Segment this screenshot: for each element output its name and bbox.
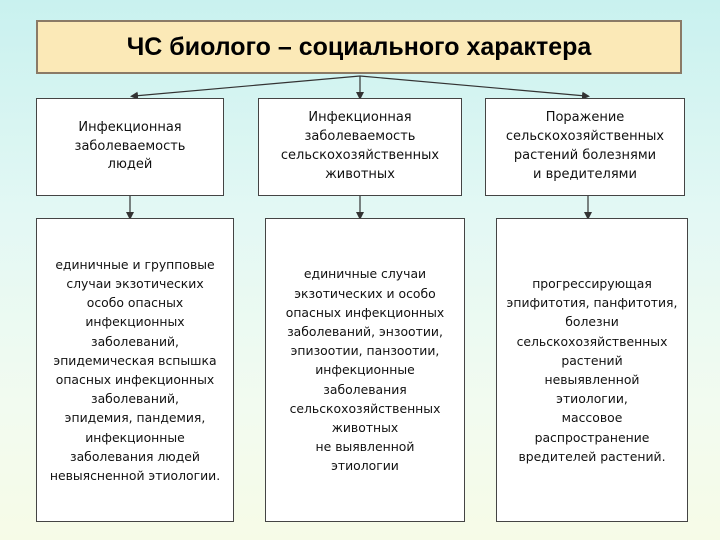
detail-box-2 (265, 218, 465, 522)
detail-box-1 (36, 218, 234, 522)
diagram-title: ЧС биолого – социального характера (126, 32, 592, 61)
heading-text-3: Поражение сельскохозяйственных растений болезнями и вредителями (505, 110, 665, 182)
title-to-heading-arrows (134, 76, 586, 96)
heading-to-detail-arrows (130, 196, 588, 216)
heading-box-3 (485, 98, 685, 196)
heading-box-1 (36, 98, 224, 196)
detail-text-1: единичные и групповые случаи экзотических особо опасных инфекционных заболеваний, эпидемическая вспышка опасных инфекционных заболеваний, эпидемия, пандемия, инфекционные заболевания людей невыясненной этиологии. (49, 256, 221, 484)
arrow-to-heading-3 (360, 76, 586, 96)
detail-text-3: прогрессирующая эпифитотия, панфитотия, болезни сельскохозяйственных растений невыявленной этиологии, массовое распространение вредителей растений. (506, 275, 678, 464)
heading-text-1: Инфекционная заболеваемость людей (74, 119, 186, 173)
arrow-to-heading-1 (134, 76, 360, 96)
detail-box-3 (496, 218, 688, 522)
heading-box-2 (258, 98, 462, 196)
heading-text-2: Инфекционная заболеваемость сельскохозяйственных животных (280, 110, 440, 182)
detail-text-2: единичные случаи экзотических и особо опасных инфекционных заболеваний, энзоотии, эпизоотии, панзоотии, инфекционные заболевания сельскохозяйственных животных не выявленной этиологии (285, 266, 445, 474)
